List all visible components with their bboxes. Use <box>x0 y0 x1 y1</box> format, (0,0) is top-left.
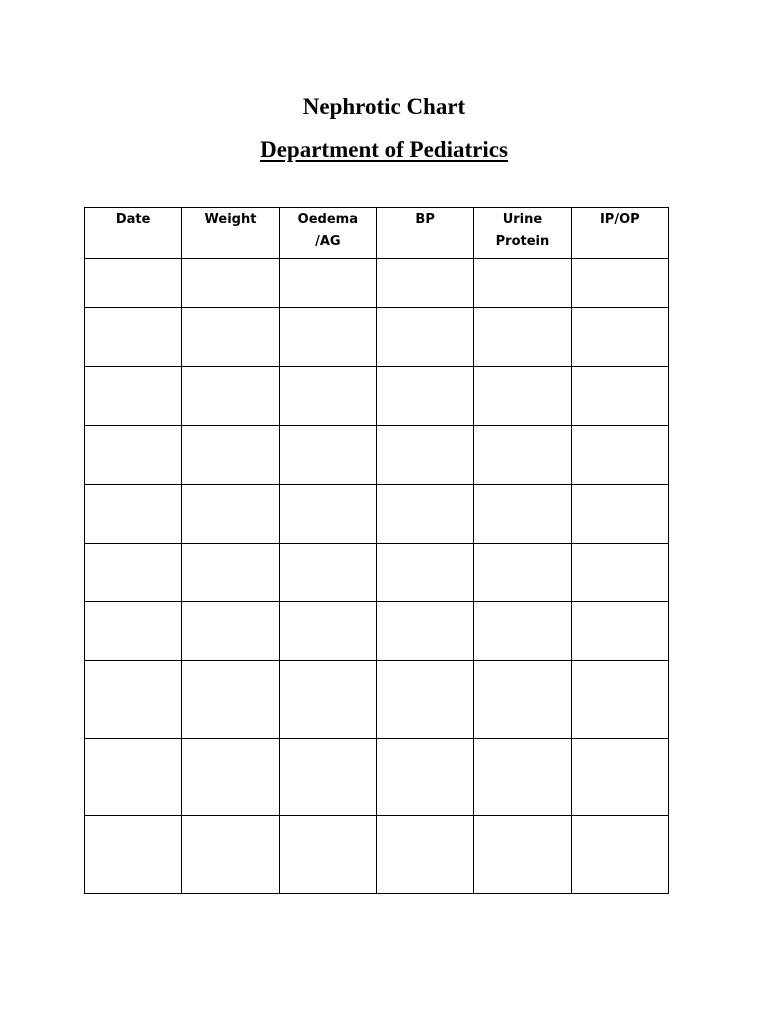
table-cell-ip-op[interactable] <box>571 367 668 426</box>
table-cell-date[interactable] <box>85 816 182 894</box>
table-cell-bp[interactable] <box>376 308 473 367</box>
table-cell-ip-op[interactable] <box>571 485 668 544</box>
table-cell-ip-op[interactable] <box>571 544 668 602</box>
table-cell-ip-op[interactable] <box>571 259 668 308</box>
table-header-row <box>85 208 669 259</box>
table-cell-oedema-ag[interactable] <box>279 739 376 816</box>
column-header-weight: Weight <box>182 208 279 259</box>
table-row <box>85 544 669 602</box>
table-cell-bp[interactable] <box>376 739 473 816</box>
table-row <box>85 602 669 661</box>
document-subtitle: Department of Pediatrics <box>260 137 508 162</box>
table-cell-date[interactable] <box>85 602 182 661</box>
column-header-oedema-ag: Oedema /AG <box>279 208 376 259</box>
table-cell-bp[interactable] <box>376 426 473 485</box>
document-title: Nephrotic Chart <box>302 94 466 119</box>
table-cell-oedema-ag[interactable] <box>279 308 376 367</box>
table-cell-urine-protein[interactable] <box>474 308 571 367</box>
table-cell-ip-op[interactable] <box>571 661 668 739</box>
table-row <box>85 739 669 816</box>
table-cell-oedema-ag[interactable] <box>279 661 376 739</box>
table-cell-urine-protein[interactable] <box>474 816 571 894</box>
table-cell-weight[interactable] <box>182 485 279 544</box>
table-cell-oedema-ag[interactable] <box>279 367 376 426</box>
table-cell-ip-op[interactable] <box>571 308 668 367</box>
table-cell-date[interactable] <box>85 661 182 739</box>
table-cell-urine-protein[interactable] <box>474 739 571 816</box>
table-cell-weight[interactable] <box>182 544 279 602</box>
table-cell-urine-protein[interactable] <box>474 426 571 485</box>
table-cell-oedema-ag[interactable] <box>279 426 376 485</box>
table-cell-weight[interactable] <box>182 602 279 661</box>
table-cell-weight[interactable] <box>182 426 279 485</box>
table-row <box>85 426 669 485</box>
table-cell-date[interactable] <box>85 485 182 544</box>
table-cell-oedema-ag[interactable] <box>279 816 376 894</box>
table-cell-bp[interactable] <box>376 485 473 544</box>
table-cell-ip-op[interactable] <box>571 426 668 485</box>
table-cell-weight[interactable] <box>182 259 279 308</box>
column-header-ip-op: IP/OP <box>571 208 668 259</box>
table-cell-weight[interactable] <box>182 367 279 426</box>
table-cell-weight[interactable] <box>182 308 279 367</box>
table-row <box>85 816 669 894</box>
table-cell-date[interactable] <box>85 259 182 308</box>
table-cell-ip-op[interactable] <box>571 739 668 816</box>
nephrotic-chart-table <box>84 207 669 894</box>
table-cell-urine-protein[interactable] <box>474 602 571 661</box>
table-cell-weight[interactable] <box>182 816 279 894</box>
table-cell-bp[interactable] <box>376 661 473 739</box>
table-cell-urine-protein[interactable] <box>474 367 571 426</box>
table-cell-bp[interactable] <box>376 816 473 894</box>
table-cell-date[interactable] <box>85 308 182 367</box>
table-cell-bp[interactable] <box>376 602 473 661</box>
table-cell-date[interactable] <box>85 544 182 602</box>
table-cell-ip-op[interactable] <box>571 602 668 661</box>
table-cell-date[interactable] <box>85 426 182 485</box>
table-cell-date[interactable] <box>85 367 182 426</box>
table-cell-oedema-ag[interactable] <box>279 485 376 544</box>
table-cell-oedema-ag[interactable] <box>279 544 376 602</box>
table-cell-urine-protein[interactable] <box>474 485 571 544</box>
table-cell-urine-protein[interactable] <box>474 661 571 739</box>
column-header-date: Date <box>85 208 182 259</box>
table-cell-bp[interactable] <box>376 367 473 426</box>
table-cell-oedema-ag[interactable] <box>279 259 376 308</box>
table-cell-weight[interactable] <box>182 739 279 816</box>
table-cell-bp[interactable] <box>376 259 473 308</box>
table-cell-weight[interactable] <box>182 661 279 739</box>
table-row <box>85 661 669 739</box>
table-row <box>85 485 669 544</box>
table-row <box>85 308 669 367</box>
column-header-urine-protein: Urine Protein <box>474 208 571 259</box>
table-cell-urine-protein[interactable] <box>474 259 571 308</box>
table-cell-bp[interactable] <box>376 544 473 602</box>
table-row <box>85 259 669 308</box>
column-header-bp: BP <box>376 208 473 259</box>
table-cell-urine-protein[interactable] <box>474 544 571 602</box>
table-cell-oedema-ag[interactable] <box>279 602 376 661</box>
table-cell-date[interactable] <box>85 739 182 816</box>
table-cell-ip-op[interactable] <box>571 816 668 894</box>
table-row <box>85 367 669 426</box>
